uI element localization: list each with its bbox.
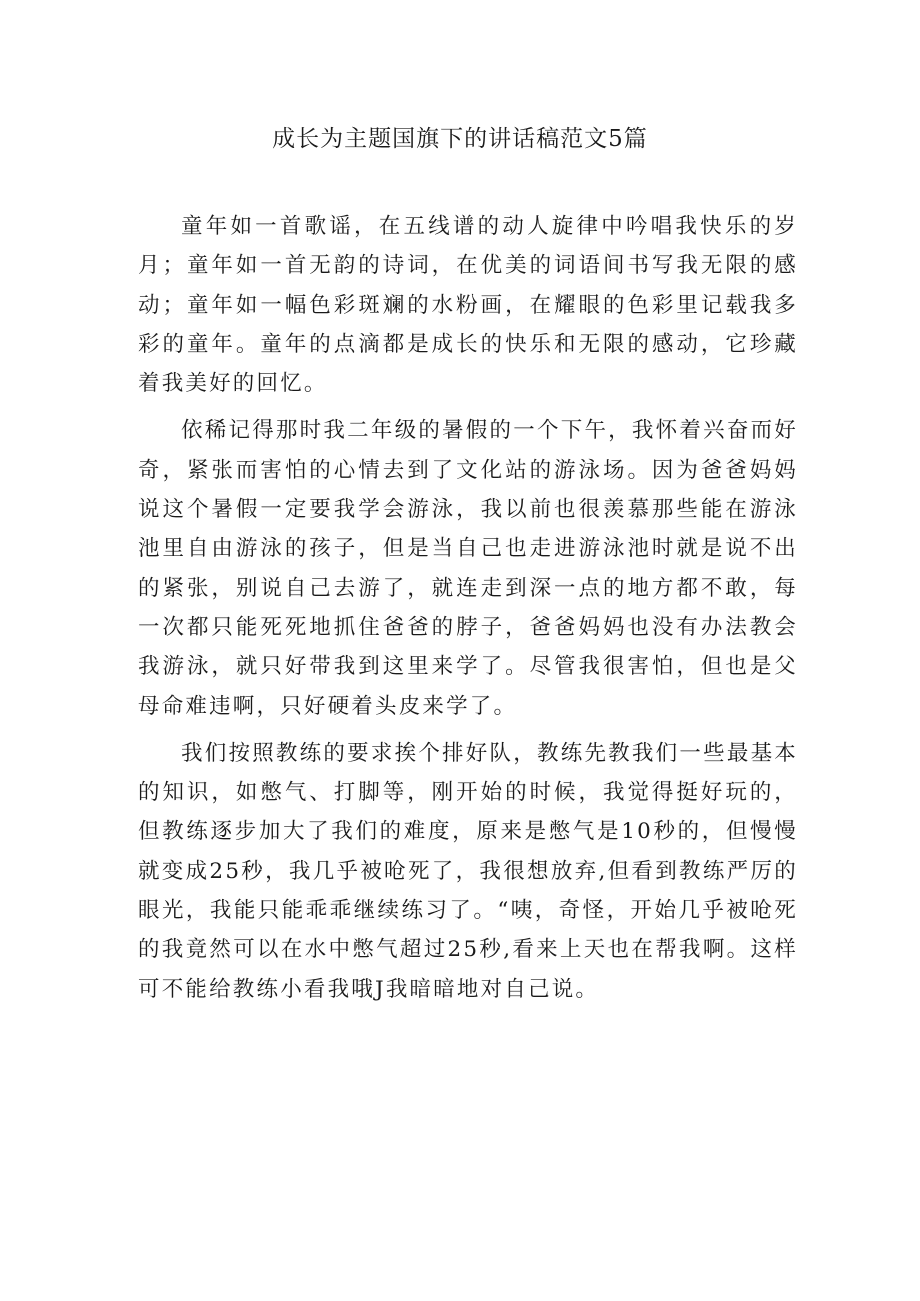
- paragraph-2: 依稀记得那时我二年级的暑假的一个下午，我怀着兴奋而好奇，紧张而害怕的心情去到了文化站的游泳场。因为爸爸妈妈说这个暑假一定要我学会游泳，我以前也很羡慕那些能在游泳池里自由游泳的孩子，但是当自己也走进游泳池时就是说不出的紧张，别说自己去游了，就连走到深一点的地方都不敢，每一次都只能死死地抓住爸爸的脖子，爸爸妈妈也没有办法教会我游泳，就只好带我到这里来学了。尽管我很害怕，但也是父母命难违啊，只好硬着头皮来学了。: [138, 418, 798, 719]
- paragraph-3: 我们按照教练的要求挨个排好队，教练先教我们一些最基本的知识，如憋气、打脚等，刚开始的时候，我觉得挺好玩的，但教练逐步加大了我们的难度，原来是憋气是10秒的，但慢慢就变成25秒，我几乎被呛死了，我很想放弃,但看到教练严厉的眼光，我能只能乖乖继续练习了。“咦，奇怪，开始几乎被呛死的我竟然可以在水中憋气超过25秒,看来上天也在帮我啊。这样可不能给教练小看我哦J我暗暗地对自己说。: [138, 740, 798, 1002]
- paragraph-1: 童年如一首歌谣，在五线谱的动人旋律中吟唱我快乐的岁月；童年如一首无韵的诗词，在优美的词语间书写我无限的感动；童年如一幅色彩斑斓的水粉画，在耀眼的色彩里记载我多彩的童年。童年的点滴都是成长的快乐和无限的感动，它珍藏着我美好的回忆。: [138, 214, 798, 397]
- document-title: 成长为主题国旗下的讲话稿范文5篇: [272, 126, 648, 152]
- document-body: [138, 207, 798, 1017]
